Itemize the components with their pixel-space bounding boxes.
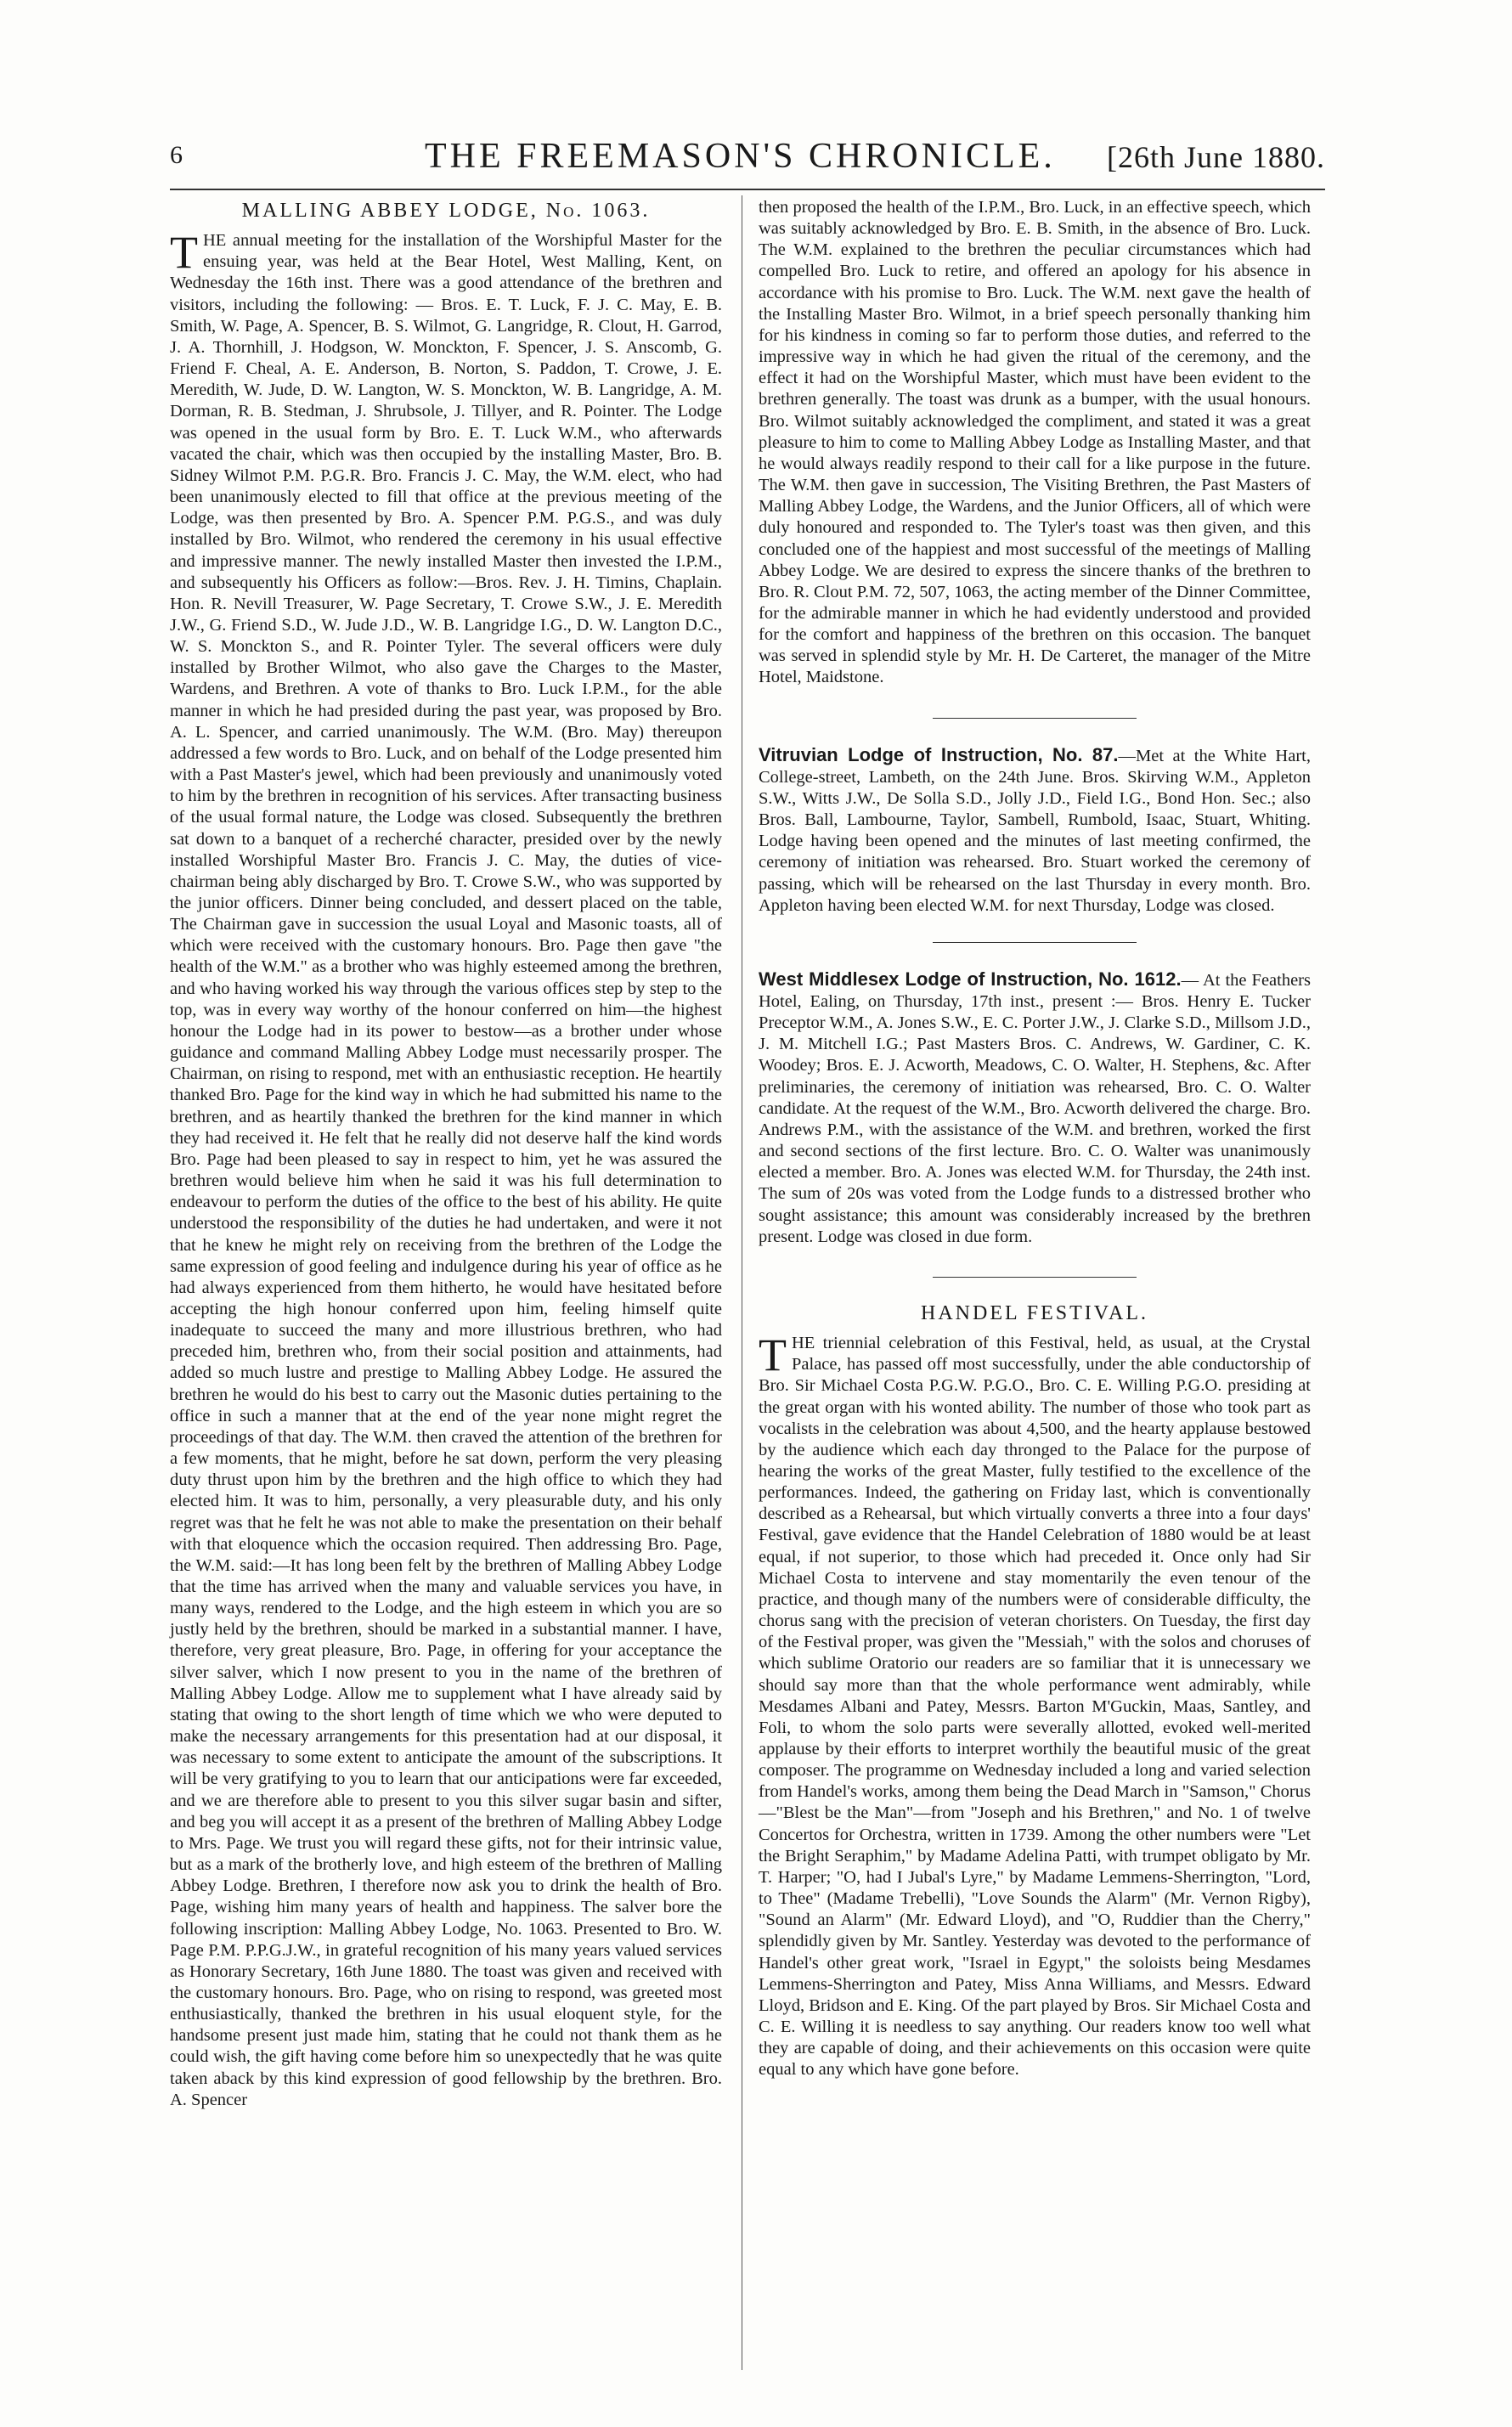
west-middlesex-heading: West Middlesex Lodge of Instruction, No. 1612. bbox=[759, 968, 1182, 990]
handel-festival-heading: HANDEL FESTIVAL. bbox=[921, 1301, 1148, 1324]
section-rule bbox=[933, 1277, 1137, 1278]
issue-date: [26th June 1880. bbox=[1107, 140, 1325, 174]
west-middlesex-text: — At the Feathers Hotel, Ealing, on Thursday, 17th inst., present :— Bros. Henry E. Tucker Preceptor W.M., A. Jones S.W., E. C. Porter J.W., J. Clarke S.D., Millsom J.D., J. M. Mitchell I.G.; Past Masters Bros. C. Andrews, W. Gardiner, C. K. Woodey; Bros. E. J. Acworth, Meadows, C. O. Walter, H. Stephens, &c. After preliminaries, the ceremony of initiation was rehearsed, Bro. C. O. Walter candidate. At the request of the W.M., Bro. Acworth delivered the charge. Bro. Andrews P.M., with the assistance of the W.M. and brethren, worked the first and second sections of the first lecture. Bro. C. O. Walter was unanimously elected a member. Bro. A. Jones was elected W.M. for Thursday, the 24th inst. The sum of 20s was voted from the Lodge funds to a distressed brother who sought assistance; this amount was considerably increased by the brethren present. Lodge was closed in due form. bbox=[759, 970, 1311, 1246]
vitruvian-text: —Met at the White Hart, College-street, Lambeth, on the 24th June. Bros. Skirving W.M., Appleton S.W., Witts J.W., De Solla S.D., Jolly J.D., Field I.G., Bond Hon. Sec.; also Bros. Ball, Lambourne, Taylor, Sambell, Rumbold, Isaac, Stuart, Whiting. Lodge having been opened and the minutes of last meeting confirmed, the ceremony of initiation was rehearsed. Bro. Stuart worked the ceremony of passing, which will be rehearsed on the last Thursday in every month. Bro. Appleton having been elected W.M. for next Thursday, Lodge was closed. bbox=[759, 746, 1311, 915]
handel-festival-article bbox=[759, 1329, 1311, 2080]
publication-title: THE FREEMASON'S CHRONICLE. bbox=[425, 137, 1056, 176]
drop-cap: T bbox=[759, 1329, 787, 1381]
malling-abbey-heading: MALLING ABBEY LODGE, No. 1063. bbox=[241, 200, 651, 222]
masthead bbox=[170, 134, 1325, 185]
malling-abbey-text: HE annual meeting for the installation of the Worshipful Master for the ensuing year, was held at the Bear Hotel, West Malling, Kent, on Wednesday the 16th inst. There was a good attendance of the brethren and visitors, including the following: — Bros. E. T. Luck, F. J. C. May, E. B. Smith, W. Page, A. Spencer, B. S. Wilmot, G. Langridge, R. Clout, H. Garrod, J. A. Thornhill, J. Hodgson, W. Monckton, F. Spencer, J. S. Anscomb, G. Friend F. Cheal, A. E. Anderson, B. Norton, S. Paddon, T. Crowe, J. E. Meredith, W. Jude, D. W. Langton, W. S. Monckton, W. B. Langridge, A. M. Dorman, R. B. Stedman, J. Shrubsole, J. Tillyer, and R. Pointer. The Lodge was opened in the usual form by Bro. E. T. Luck W.M., who afterwards vacated the chair, which was then occupied by the installing Master, Bro. B. Sidney Wilmot P.M. P.G.R. Bro. Francis J. C. May, the W.M. elect, who had been unanimously elected to fill that office at the previous meeting of the Lodge, was then presented by Bro. A. Spencer P.M. P.G.S., and was duly installed by Bro. Wilmot, who rendered the ceremony in his usual effective and impressive manner. The newly installed Master then invested the I.P.M., and subsequently his Officers as follow:—Bros. Rev. J. H. Timins, Chaplain. Hon. R. Nevill Treasurer, W. Page Secretary, T. Crowe S.W., J. E. Meredith J.W., G. Friend S.D., W. Jude J.D., W. B. Langridge I.G., D. W. Langton D.C., W. S. Monckton S., and R. Pointer Tyler. The several officers were duly installed by Brother Wilmot, who also gave the Charges to the Master, Wardens, and Brethren. A vote of thanks to Bro. Luck I.P.M., for the able manner in which he had presided during the past year, was proposed by Bro. A. L. Spencer, and carried unanimously. The W.M. (Bro. May) thereupon addressed a few words to Bro. Luck, and on behalf of the Lodge presented him with a Past Master's jewel, which had been previously and unanimously voted to him by the brethren in recognition of his services. After transacting business of the usual formal nature, the Lodge was closed. Subsequently the brethren sat down to a banquet of a recherché character, presided over by the newly installed Worshipful Master Bro. Francis J. C. May, the duties of vice-chairman being ably discharged by Bro. T. Crowe S.W., who was supported by the junior officers. Dinner being concluded, and dessert placed on the table, The Chairman gave in succession the usual Loyal and Masonic toasts, all of which were received with the customary honours. Bro. Page then gave "the health of the W.M." as a brother who was highly esteemed among the brethren, and who having worked his way through the various offices step by step to the top, was in every way worthy of the honour conferred on him—the highest honour the Lodge had in its power to bestow—as a brother under whose guidance and command Malling Abbey Lodge must necessarily prosper. The Chairman, on rising to respond, met with an enthusiastic reception. He heartily thanked Bro. Page for the kind way in which he had submitted his name to the brethren, and as heartily thanked the brethren for the kind manner in which they had received it. He felt that he really did not deserve half the kind words Bro. Page had been pleased to say in respect to him, yet he was assured the brethren would believe him when he said it was his full determination to endeavour to perform the duties of the office to the best of his ability. He quite understood the responsibility of the duties he had undertaken, and were it not that he knew he might rely on receiving from the brethren of the Lodge the same expression of good feeling and indulgence during his year of office as he had always experienced from them hitherto, he would have hesitated before accepting the high honour conferred upon him, feeling himself quite inadequate to succeed the many and more illustrious brethren, who had preceded him, brethren who, from their social position and attainments, had added so much lustre and prestige to Malling Abbey Lodge. He assured the brethren he would do his best to carry out the Masonic duties pertaining to the office in such a manner that at the end of the year none might regret the proceedings of that day. The W.M. then craved the attention of the brethren for a few moments, that he might, before he sat down, perform the very pleasing duty thrust upon him by the brethren and the high office to which they had elected him. It was to him, personally, a very pleasurable duty, and his only regret was that he felt he was not able to make the presentation on their behalf with that eloquence which the occasion required. Then addressing Bro. Page, the W.M. said:—It has long been felt by the brethren of Malling Abbey Lodge that the time has arrived when the many and valuable services you have, in many ways, rendered to the Lodge, and the high esteem in which you are so justly held by the brethren, should be marked in a substantial manner. I have, therefore, very great pleasure, Bro. Page, in offering for your acceptance the silver salver, which I now present to you in the name of the brethren of Malling Abbey Lodge. Allow me to supplement what I have already said by stating that owing to the short length of time which we who were deputed to make the necessary arrangements for this presentation had at our disposal, it was necessary to some extent to anticipate the amount of the subscriptions. It will be very gratifying to you to learn that our anticipations were far exceeded, and we are therefore able to present to you this silver sugar basin and sifter, and beg you will accept it as a present of the brethren of Malling Abbey Lodge to Mrs. Page. We trust you will regard these gifts, not for their intrinsic value, but as a mark of the brotherly love, and high esteem of the brethren of Malling Abbey Lodge. Brethren, I therefore now ask you to drink the health of Bro. Page, wishing him many years of health and happiness. The salver bore the following inscription: Malling Abbey Lodge, No. 1063. Presented to Bro. W. Page P.M. P.P.G.J.W., in grateful recognition of his many years valued services as Honorary Secretary, 16th June 1880. The toast was given and received with the customary honours. Bro. Page, who on rising to respond, was greeted most enthusiastically, thanked the brethren in his usual eloquent style, for the handsome present just made him, stating that he could not thank them as he could wish, the gift having come before him so unexpectedly that he was quite taken aback by this kind expression of good fellowship by the brethren. Bro. A. Spencer bbox=[170, 231, 722, 2109]
malling-abbey-article bbox=[170, 227, 722, 2111]
header-rule bbox=[170, 189, 1325, 190]
vitruvian-heading: Vitruvian Lodge of Instruction, No. 87. bbox=[759, 743, 1119, 765]
section-rule bbox=[933, 942, 1137, 943]
section-rule bbox=[933, 718, 1137, 719]
drop-cap: T bbox=[170, 227, 198, 279]
right-column bbox=[759, 197, 1311, 2081]
malling-abbey-continuation: then proposed the health of the I.P.M., Bro. Luck, in an effective speech, which was suitably acknowledged by Bro. E. B. Smith, in the absence of Bro. Luck. The W.M. explained to the brethren the peculiar circumstances which had compelled Bro. Luck to retire, and offered an apology for his absence in accordance with his promise to Bro. Luck. The W.M. next gave the health of the Installing Master Bro. Wilmot, in a brief speech personally thanking him for his kindness in coming so far to perform those duties, and referred to the impressive way in which he had given the ritual of the ceremony, and the effect it had on the Worshipful Master, which must have been evident to the brethren generally. The toast was drunk as a bumper, with the usual honours. Bro. Wilmot suitably acknowledged the compliment, and stated it was a great pleasure to him to come to Malling Abbey Lodge as Installing Master, and that he would always readily respond to their call for a like purpose in the future. The W.M. then gave in succession, The Visiting Brethren, the Past Masters of Malling Abbey Lodge, the Wardens, and the Junior Officers, all of which were duly honoured and responded to. The Tyler's toast was then given, and this concluded one of the happiest and most successful of the meetings of Malling Abbey Lodge. We are desired to express the sincere thanks of the brethren to Bro. R. Clout P.M. 72, 507, 1063, the acting member of the Dinner Committee, for the admirable manner in which he had evidently understood and provided for the comfort and happiness of the brethren on this occasion. The banquet was served in splendid style by Mr. H. De Carteret, the manager of the Mitre Hotel, Maidstone. bbox=[759, 198, 1311, 687]
handel-festival-text: HE triennial celebration of this Festival, held, as usual, at the Crystal Palace, has passed off most successfully, under the able conductorship of Bro. Sir Michael Costa P.G.W. P.G.O., Bro. C. E. Willing P.G.O. presiding at the great organ with his wonted ability. The number of those who took part as vocalists in the celebration was about 4,500, and the hearty applause bestowed by the audience which each day thronged to the Palace for the purpose of hearing the works of the great Master, fully testified to the excellence of the performances. Indeed, the gathering on Friday last, which is conventionally described as a Rehearsal, but which virtually converts a three into a four days' Festival, gave evidence that the Handel Celebration of 1880 would be at least equal, if not superior, to those which had preceded it. Once only had Sir Michael Costa to intervene and stay momentarily the even tenour of the practice, and though many of the numbers were of considerable difficulty, the chorus sang with the precision of veteran choristers. On Tuesday, the first day of the Festival proper, was given the "Messiah," with the solos and choruses of which sublime Oratorio our readers are so familiar that it is unnecessary we should say more than that the whole performance went admirably, while Mesdames Albani and Patey, Messrs. Barton M'Guckin, Maas, Santley, and Foli, to whom the solo parts were severally allotted, evoked well-merited applause by their efforts to interpret worthily the beautiful music of the great composer. The programme on Wednesday included a long and varied selection from Handel's works, among them being the Dead March in "Samson," Chorus—"Blest be the Man"—from "Joseph and his Brethren," and No. 1 of twelve Concertos for Orchestra, written in 1739. Among the other numbers were "Let the Bright Seraphim," by Madame Adelina Patti, with trumpet obligato by Mr. T. Harper; "O, had I Jubal's Lyre," by Madame Lemmens-Sherrington, "Lord, to Thee" (Madame Trebelli), "Love Sounds the Alarm" (Mr. Vernon Rigby), "Sound an Alarm" (Mr. Edward Lloyd), and "O, Ruddier than the Cherry," splendidly given by Mr. Santley. Yesterday was devoted to the performance of Handel's other great work, "Israel in Egypt," the soloists being Mesdames Lemmens-Sherrington and Patey, Miss Anna Williams, and Messrs. Edward Lloyd, Bridson and E. King. Of the part played by Bros. Sir Michael Costa and C. E. Willing it is needless to say anything. Our readers know too well what they are capable of doing, and their achievements on this occasion were quite equal to any which have gone before. bbox=[759, 1334, 1311, 2080]
page-number: 6 bbox=[170, 141, 183, 169]
left-column bbox=[170, 197, 722, 2111]
